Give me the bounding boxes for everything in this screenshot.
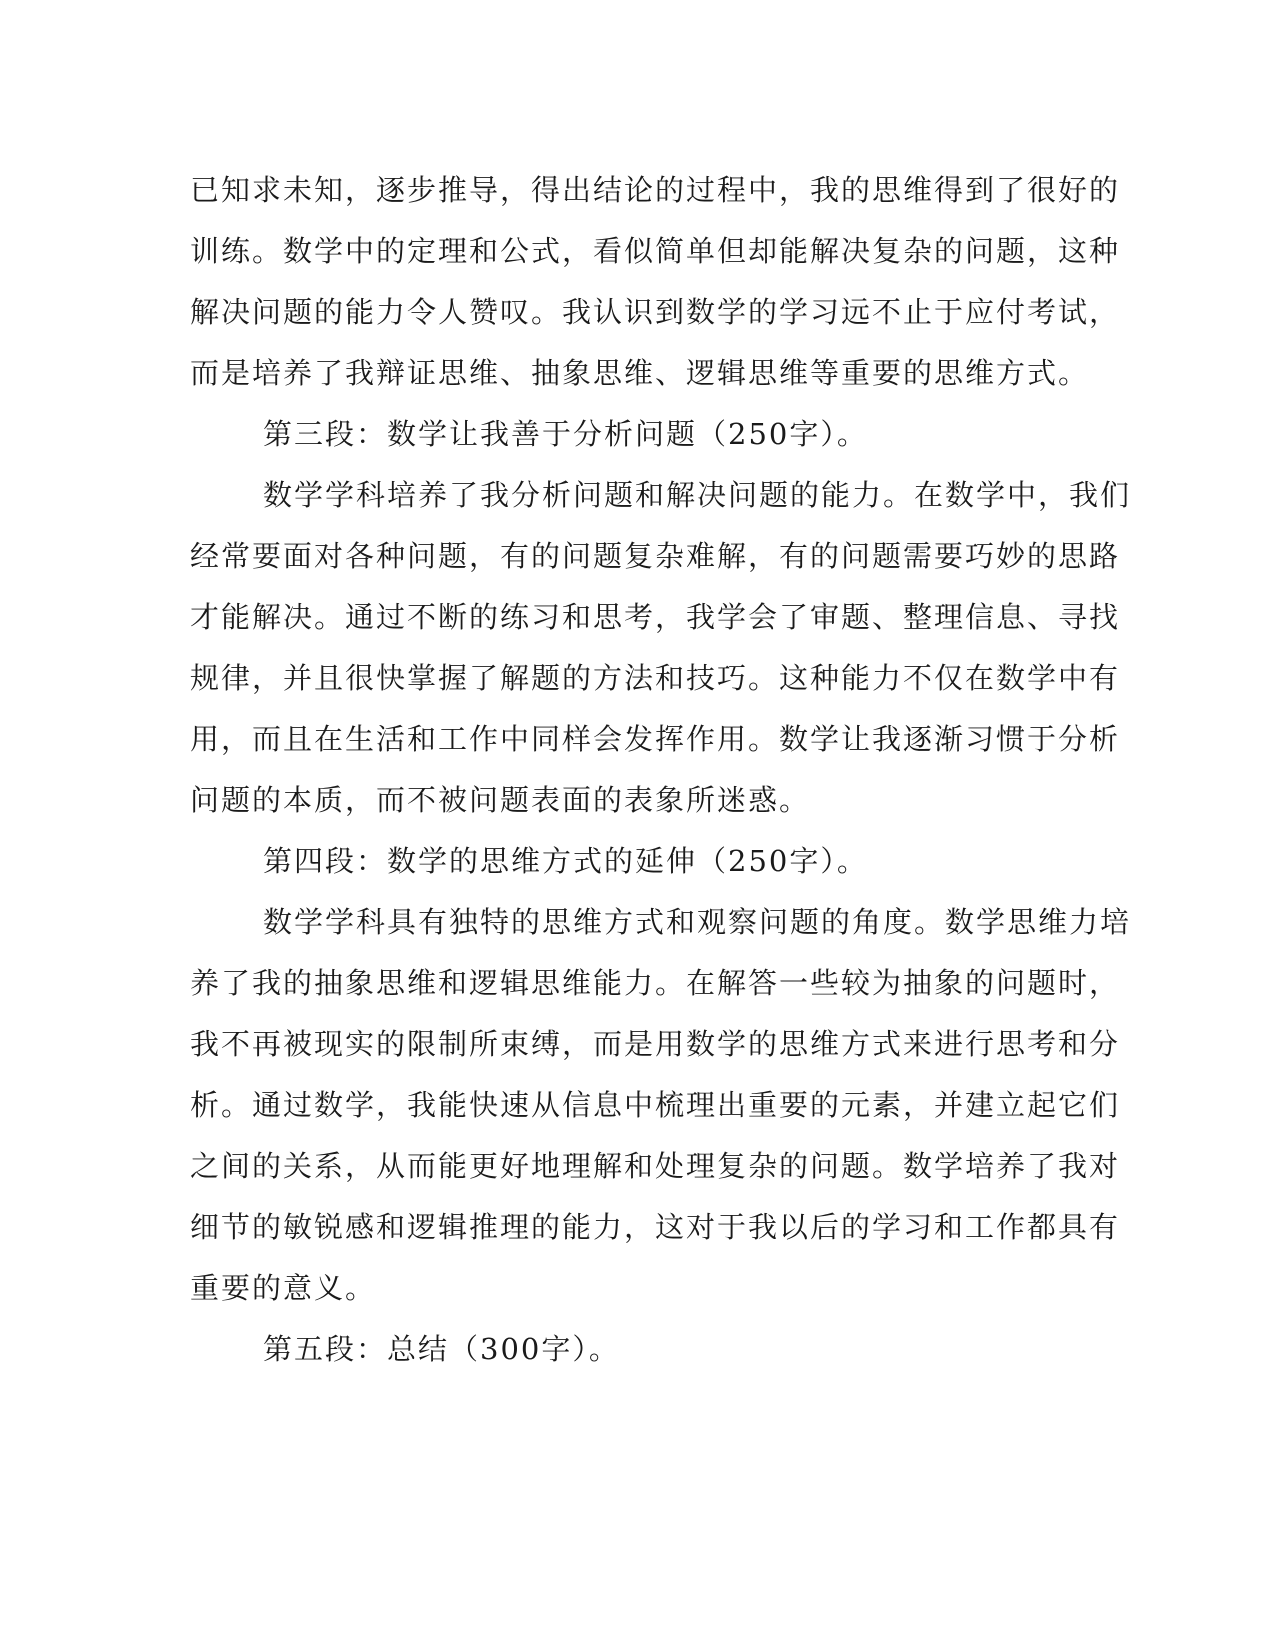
- paragraph-section-4: [190, 892, 1132, 1319]
- section-heading-3: [190, 404, 1090, 465]
- text-line: 经常要面对各种问题，有的问题复杂难解，有的问题需要巧妙的思路: [190, 539, 1121, 573]
- heading-text: 第三段：数学让我善于分析问题（250字）。: [263, 417, 868, 451]
- heading-text: 第四段：数学的思维方式的延伸（250字）。: [263, 844, 868, 878]
- text-line: 解决问题的能力令人赞叹。我认识到数学的学习远不止于应付考试，: [190, 295, 1121, 329]
- text-line: 我不再被现实的限制所束缚，而是用数学的思维方式来进行思考和分: [190, 1027, 1121, 1061]
- paragraph-section-3: [190, 465, 1132, 831]
- text-line: 才能解决。通过不断的练习和思考，我学会了审题、整理信息、寻找: [190, 600, 1121, 634]
- text-line: 之间的关系，从而能更好地理解和处理复杂的问题。数学培养了我对: [190, 1149, 1121, 1183]
- heading-text: 第五段：总结（300字）。: [263, 1332, 620, 1366]
- paragraph-continuation: [190, 160, 1121, 404]
- text-line: 规律，并且很快掌握了解题的方法和技巧。这种能力不仅在数学中有: [190, 661, 1121, 695]
- section-heading-4: [190, 831, 1090, 892]
- text-line: 用，而且在生活和工作中同样会发挥作用。数学让我逐渐习惯于分析: [190, 722, 1121, 756]
- text-line: 训练。数学中的定理和公式，看似简单但却能解决复杂的问题，这种: [190, 234, 1121, 268]
- text-line: 问题的本质，而不被问题表面的表象所迷惑。: [190, 783, 811, 817]
- document-body: [190, 160, 1132, 1380]
- text-line: 数学学科培养了我分析问题和解决问题的能力。在数学中，我们: [263, 478, 1132, 512]
- text-line: 细节的敏锐感和逻辑推理的能力，这对于我以后的学习和工作都具有: [190, 1210, 1121, 1244]
- section-heading-5: [190, 1319, 1090, 1380]
- text-line: 养了我的抽象思维和逻辑思维能力。在解答一些较为抽象的问题时，: [190, 966, 1121, 1000]
- text-line: 重要的意义。: [190, 1271, 377, 1305]
- text-line: 已知求未知，逐步推导，得出结论的过程中，我的思维得到了很好的: [190, 173, 1121, 207]
- text-line: 析。通过数学，我能快速从信息中梳理出重要的元素，并建立起它们: [190, 1088, 1121, 1122]
- text-line: 而是培养了我辩证思维、抽象思维、逻辑思维等重要的思维方式。: [190, 356, 1090, 390]
- text-line: 数学学科具有独特的思维方式和观察问题的角度。数学思维力培: [263, 905, 1132, 939]
